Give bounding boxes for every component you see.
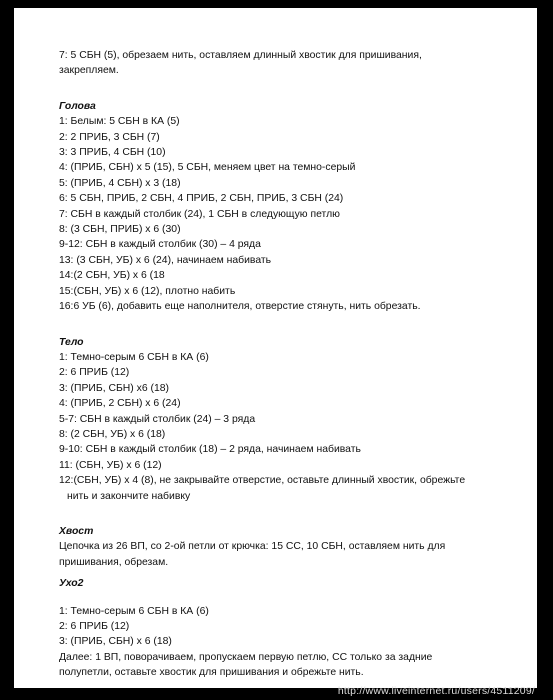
instruction-row: 7: СБН в каждый столбик (24), 1 СБН в следующую петлю: [59, 208, 340, 220]
text-line: 7: 5 СБН (5), обрезаем нить, оставляем длинный хвостик для пришивания,: [59, 50, 422, 61]
section-title-head: Голова: [59, 100, 96, 112]
instruction-row: 1: Белым: 5 СБН в КА (5): [59, 116, 180, 128]
instruction-row: 15:(СБН, УБ) х 6 (12), плотно набить: [59, 285, 236, 297]
instruction-row: 8: (2 СБН, УБ) х 6 (18): [59, 428, 166, 440]
instruction-row: 5-7: СБН в каждый столбик (24) – 3 ряда: [59, 413, 256, 425]
instruction-continuation: нить и закончите набивку: [67, 490, 191, 502]
instruction-row: 1: Темно-серым 6 СБН в КА (6): [59, 351, 209, 363]
instruction-row: 13: (3 СБН, УБ) х 6 (24), начинаем набивать: [59, 254, 272, 266]
instruction-row: 1: Темно-серым 6 СБН в КА (6): [59, 605, 209, 617]
spacer: [59, 592, 517, 604]
instruction-row: 9-10: СБН в каждый столбик (18) – 2 ряда, начинаем набивать: [59, 444, 361, 456]
instruction-row: 6: 5 СБН, ПРИБ, 2 СБН, 4 ПРИБ, 2 СБН, ПРИБ, 3 СБН (24): [59, 193, 344, 205]
instruction-row: 4: (ПРИБ, СБН) х 5 (15), 5 СБН, меняем цвет на темно-серый: [59, 162, 356, 174]
instruction-row: 4: (ПРИБ, 2 СБН) х 6 (24): [59, 398, 181, 410]
text-line: закрепляем.: [59, 65, 119, 77]
tail-instructions: [59, 539, 517, 570]
watermark-url: http://www.liveinternet.ru/users/4511209/: [337, 685, 535, 697]
body-instructions: [59, 350, 517, 504]
head-instructions: [59, 114, 517, 314]
instruction-row: 11: (СБН, УБ) х 6 (12): [59, 459, 162, 471]
instruction-row: 9-12: СБН в каждый столбик (30) – 4 ряда: [59, 239, 261, 251]
instruction-row: 8: (3 СБН, ПРИБ) х 6 (30): [59, 224, 181, 236]
instruction-row: полупетли, оставьте хвостик для пришивания и обрежьте нить.: [59, 667, 364, 679]
instruction-row: 3: 3 ПРИБ, 4 СБН (10): [59, 147, 166, 159]
instruction-row: пришивания, обрезам.: [59, 556, 169, 568]
instruction-row: 14:(2 СБН, УБ) х 6 (18: [59, 270, 165, 282]
instruction-row: 2: 6 ПРИБ (12): [59, 621, 130, 632]
instruction-row: 16:6 УБ (6), добавить еще наполнителя, отверстие стянуть, нить обрезать.: [59, 301, 421, 313]
ear-instructions: [59, 604, 517, 681]
instruction-row: 5: (ПРИБ, 4 СБН) х 3 (18): [59, 177, 181, 189]
instruction-row: 12:(СБН, УБ) х 4 (8), не закрывайте отверстие, оставьте длинный хвостик, обрежьте: [59, 475, 466, 487]
section-title-ear: Ухо2: [59, 578, 84, 590]
instruction-row: 3: (ПРИБ, СБН) х 6 (18): [59, 636, 172, 648]
instruction-row: 2: 2 ПРИБ, 3 СБН (7): [59, 131, 160, 143]
intro-block: [59, 48, 517, 79]
instruction-row: 2: 6 ПРИБ (12): [59, 367, 130, 379]
instruction-row: 3: (ПРИБ, СБН) х6 (18): [59, 382, 169, 394]
instruction-row: Далее: 1 ВП, поворачиваем, пропускаем первую петлю, СС только за задние: [59, 651, 433, 663]
instruction-row: Цепочка из 26 ВП, со 2-ой петли от крючка: 15 СС, 10 СБН, оставляем нить для: [59, 541, 446, 553]
document-page: [14, 8, 537, 688]
section-title-body: Тело: [59, 336, 84, 348]
section-title-tail: Хвост: [59, 525, 94, 537]
